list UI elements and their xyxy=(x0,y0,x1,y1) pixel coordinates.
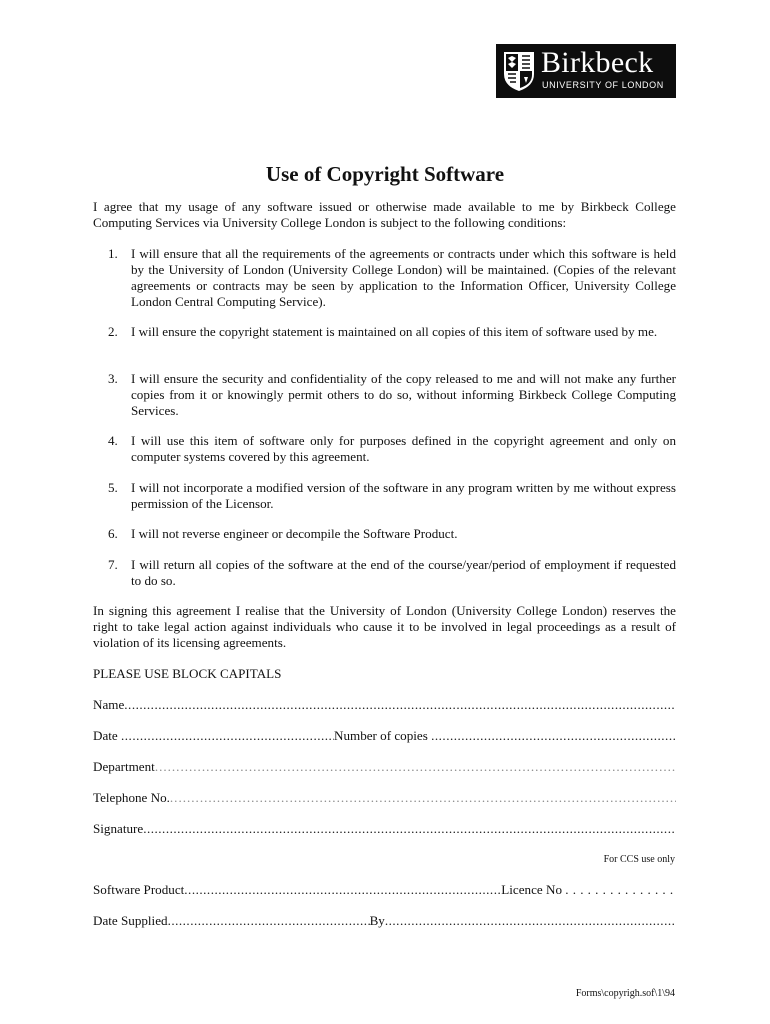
condition-text: I will ensure the copyright statement is maintained on all copies of this item of software used by me. xyxy=(131,324,658,339)
condition-text: I will not incorporate a modified version of the software in any program written by me without express permission of the Licensor. xyxy=(131,480,676,511)
date-line[interactable] xyxy=(121,727,334,745)
telephone-label: Telephone No. xyxy=(93,790,170,805)
date-supplied-row xyxy=(93,912,676,930)
department-line[interactable] xyxy=(155,758,676,776)
by-line[interactable] xyxy=(385,912,676,930)
name-field[interactable] xyxy=(93,696,676,714)
software-product-line[interactable] xyxy=(184,881,501,899)
signature-line[interactable] xyxy=(143,820,676,838)
condition-number: 1. xyxy=(108,246,118,261)
condition-text: I will not reverse engineer or decompile the Software Product. xyxy=(131,526,458,541)
condition-text: I will ensure that all the requirements of the agreements or contracts under which this software is held by the University of London (University College London) will be maintained. (Copies of the relevant agreements or contracts may be seen by application to the Information Officer, University College London Central Computing Service). xyxy=(131,246,676,309)
by-label: By xyxy=(369,913,385,928)
closing-paragraph: In signing this agreement I realise that the University of London (University College London) reserves the right to take legal action against individuals who cause it to be involved in legal proceedings as a result of violation of its licensing agreements. xyxy=(93,603,676,650)
date-label: Date xyxy=(93,728,121,743)
condition-number: 2. xyxy=(108,324,118,339)
block-capitals-note: PLEASE USE BLOCK CAPITALS xyxy=(93,666,282,681)
licence-no-line[interactable] xyxy=(565,881,676,899)
condition-5 xyxy=(93,480,676,512)
department-label: Department xyxy=(93,759,155,774)
condition-3 xyxy=(93,371,676,419)
licence-no-label: Licence No xyxy=(501,882,566,897)
form-reference: Forms\copyrigh.sof\1\94 xyxy=(575,988,675,999)
crest-icon xyxy=(502,50,536,92)
condition-text: I will return all copies of the software at the end of the course/year/period of employment if requested to do so. xyxy=(131,557,676,588)
condition-7 xyxy=(93,557,676,589)
condition-number: 4. xyxy=(108,433,118,448)
condition-4 xyxy=(93,433,676,465)
name-line[interactable] xyxy=(124,696,676,714)
software-licence-row xyxy=(93,881,676,899)
telephone-line[interactable] xyxy=(170,789,676,807)
condition-text: I will use this item of software only for purposes defined in the copyright agreement and only on computer systems covered by this agreement. xyxy=(131,433,676,464)
software-product-label: Software Product xyxy=(93,882,185,897)
department-field[interactable] xyxy=(93,758,676,776)
date-supplied-line[interactable] xyxy=(168,912,370,930)
logo-name: Birkbeck xyxy=(541,46,654,79)
signature-label: Signature xyxy=(93,821,144,836)
date-copies-row xyxy=(93,727,676,745)
name-label: Name xyxy=(93,697,125,712)
condition-6 xyxy=(93,526,676,542)
condition-number: 3. xyxy=(108,371,118,386)
copies-line[interactable] xyxy=(431,727,676,745)
condition-number: 6. xyxy=(108,526,118,541)
signature-field[interactable] xyxy=(93,820,676,838)
condition-text: I will ensure the security and confidentiality of the copy released to me and will not make any further copies from it or knowingly permit others to do so, without informing Birkbeck College Computing Services. xyxy=(131,371,676,418)
date-supplied-label: Date Supplied xyxy=(93,913,168,928)
ccs-use-note: For CCS use only xyxy=(603,854,675,865)
condition-2 xyxy=(93,324,676,340)
logo-subtitle: UNIVERSITY OF LONDON xyxy=(542,80,664,90)
condition-number: 5. xyxy=(108,480,118,495)
birkbeck-logo xyxy=(496,44,676,98)
telephone-field[interactable] xyxy=(93,789,676,807)
condition-1 xyxy=(93,246,676,310)
intro-paragraph: I agree that my usage of any software issued or otherwise made available to me by Birkbeck College Computing Services via University College London is subject to the following conditions: xyxy=(93,199,676,230)
condition-number: 7. xyxy=(108,557,118,572)
document-title: Use of Copyright Software xyxy=(265,162,505,186)
copies-label: Number of copies xyxy=(334,728,432,743)
